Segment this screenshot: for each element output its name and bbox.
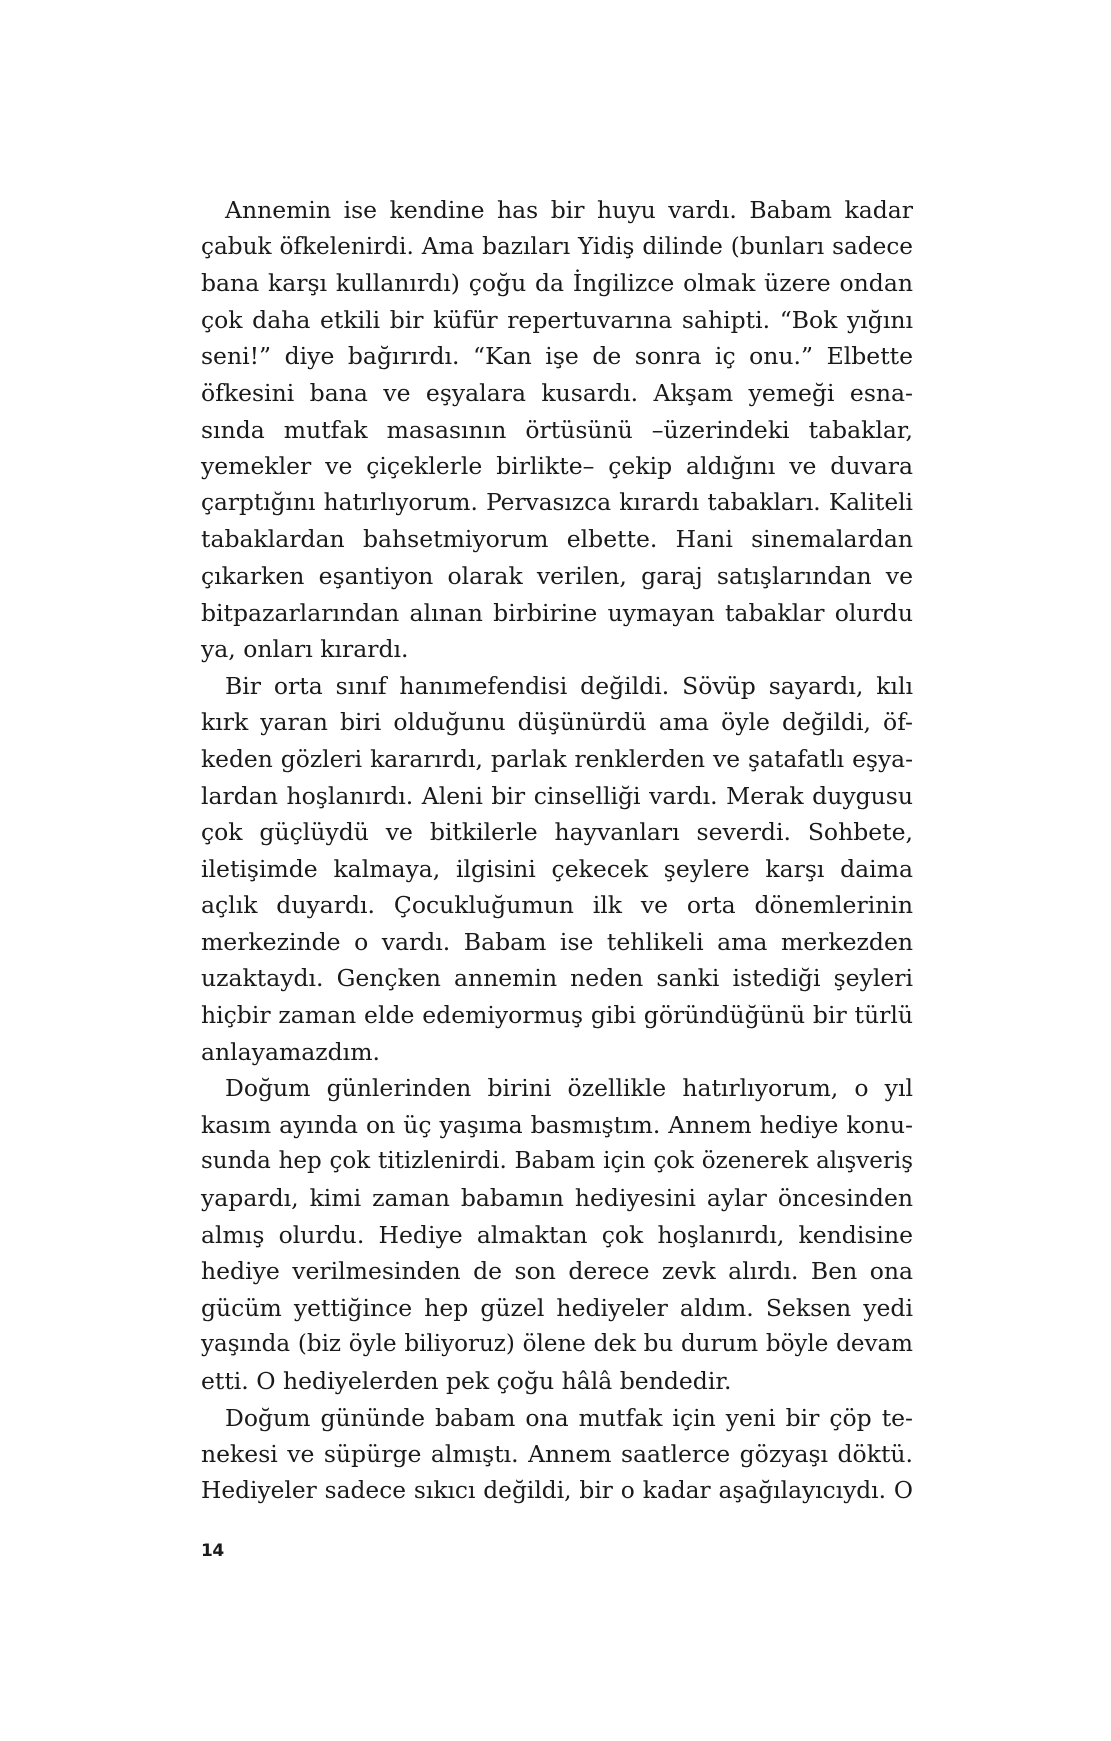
text-line: ya, onları kırardı. [201,635,409,664]
text-line: kırk yaran biri olduğunu düşünürdü ama öyle değildi, öf- [201,708,913,737]
text-line: hiçbir zaman elde edemiyormuş gibi göründüğünü bir türlü [201,1001,913,1030]
text-line: keden gözleri kararırdı, parlak renklerden ve şatafatlı eşya- [201,744,913,773]
paragraph-4 [201,1400,913,1510]
paragraph-2 [201,668,913,1071]
text-line: çıkarken eşantiyon olarak verilen, garaj satışlarından ve [201,561,913,590]
text-line: gücüm yettiğince hep güzel hediyeler aldım. Seksen yedi [201,1293,913,1322]
text-line: sında mutfak masasının örtüsünü –üzerindeki tabaklar, [201,415,913,444]
text-line: yapardı, kimi zaman babamın hediyesini aylar öncesinden [201,1184,913,1213]
text-line: hediye verilmesinden de son derece zevk alırdı. Ben ona [201,1257,913,1286]
text-line: Bir orta sınıf hanımefendisi değildi. Sövüp sayardı, kılı [225,671,913,700]
text-line: bitpazarlarından alınan birbirine uymayan tabaklar olurdu [201,598,913,627]
page-number: 14 [201,1541,224,1561]
body-text [201,192,913,1509]
text-line: Hediyeler sadece sıkıcı değildi, bir o kadar aşağılayıcıydı. O [201,1476,913,1504]
text-line: çok güçlüydü ve bitkilerle hayvanları severdi. Sohbete, [201,818,913,847]
text-line: yemekler ve çiçeklerle birlikte– çekip aldığını ve duvara [201,452,913,481]
text-line: kasım ayında on üç yaşıma basmıştım. Annem hediye konu- [201,1110,913,1139]
text-line: nekesi ve süpürge almıştı. Annem saatlerce gözyaşı döktü. [201,1440,913,1469]
text-line: uzaktaydı. Gençken annemin neden sanki istediği şeyleri [201,964,913,993]
text-line: sunda hep çok titizlenirdi. Babam için çok özenerek alışveriş [201,1148,913,1175]
text-line: etti. O hediyelerden pek çoğu hâlâ bendedir. [201,1367,732,1395]
text-line: çabuk öfkelenirdi. Ama bazıları Yidiş dilinde (bunları sadece [201,232,913,260]
text-line: çok daha etkili bir küfür repertuvarına sahipti. “Bok yığını [201,305,913,334]
text-line: almış olurdu. Hediye almaktan çok hoşlanırdı, kendisine [201,1220,913,1249]
text-line: lardan hoşlanırdı. Aleni bir cinselliği vardı. Merak duygusu [201,781,913,810]
text-line: Annemin ise kendine has bir huyu vardı. Babam kadar [225,196,913,224]
text-line: açlık duyardı. Çocukluğumun ilk ve orta dönemlerinin [201,891,913,920]
text-line: Doğum günlerinden birini özellikle hatırlıyorum, o yıl [225,1074,913,1103]
paragraph-3 [201,1070,913,1399]
text-line: öfkesini bana ve eşyalara kusardı. Akşam yemeği esna- [201,378,913,407]
text-line: Doğum gününde babam ona mutfak için yeni bir çöp te- [225,1403,913,1432]
text-line: bana karşı kullanırdı) çoğu da İngilizce olmak üzere ondan [201,269,913,298]
text-line: iletişimde kalmaya, ilgisini çekecek şeylere karşı daima [201,854,913,883]
text-line: merkezinde o vardı. Babam ise tehlikeli ama merkezden [201,927,913,956]
paragraph-1 [201,192,913,668]
text-line: çarptığını hatırlıyorum. Pervasızca kırardı tabakları. Kaliteli [201,488,913,516]
text-line: anlayamazdım. [201,1037,380,1066]
text-line: tabaklardan bahsetmiyorum elbette. Hani sinemalardan [201,525,913,554]
text-line: yaşında (biz öyle biliyoruz) ölene dek bu durum böyle devam [201,1331,913,1358]
text-line: seni!” diye bağırırdı. “Kan işe de sonra iç onu.” Elbette [201,342,913,371]
